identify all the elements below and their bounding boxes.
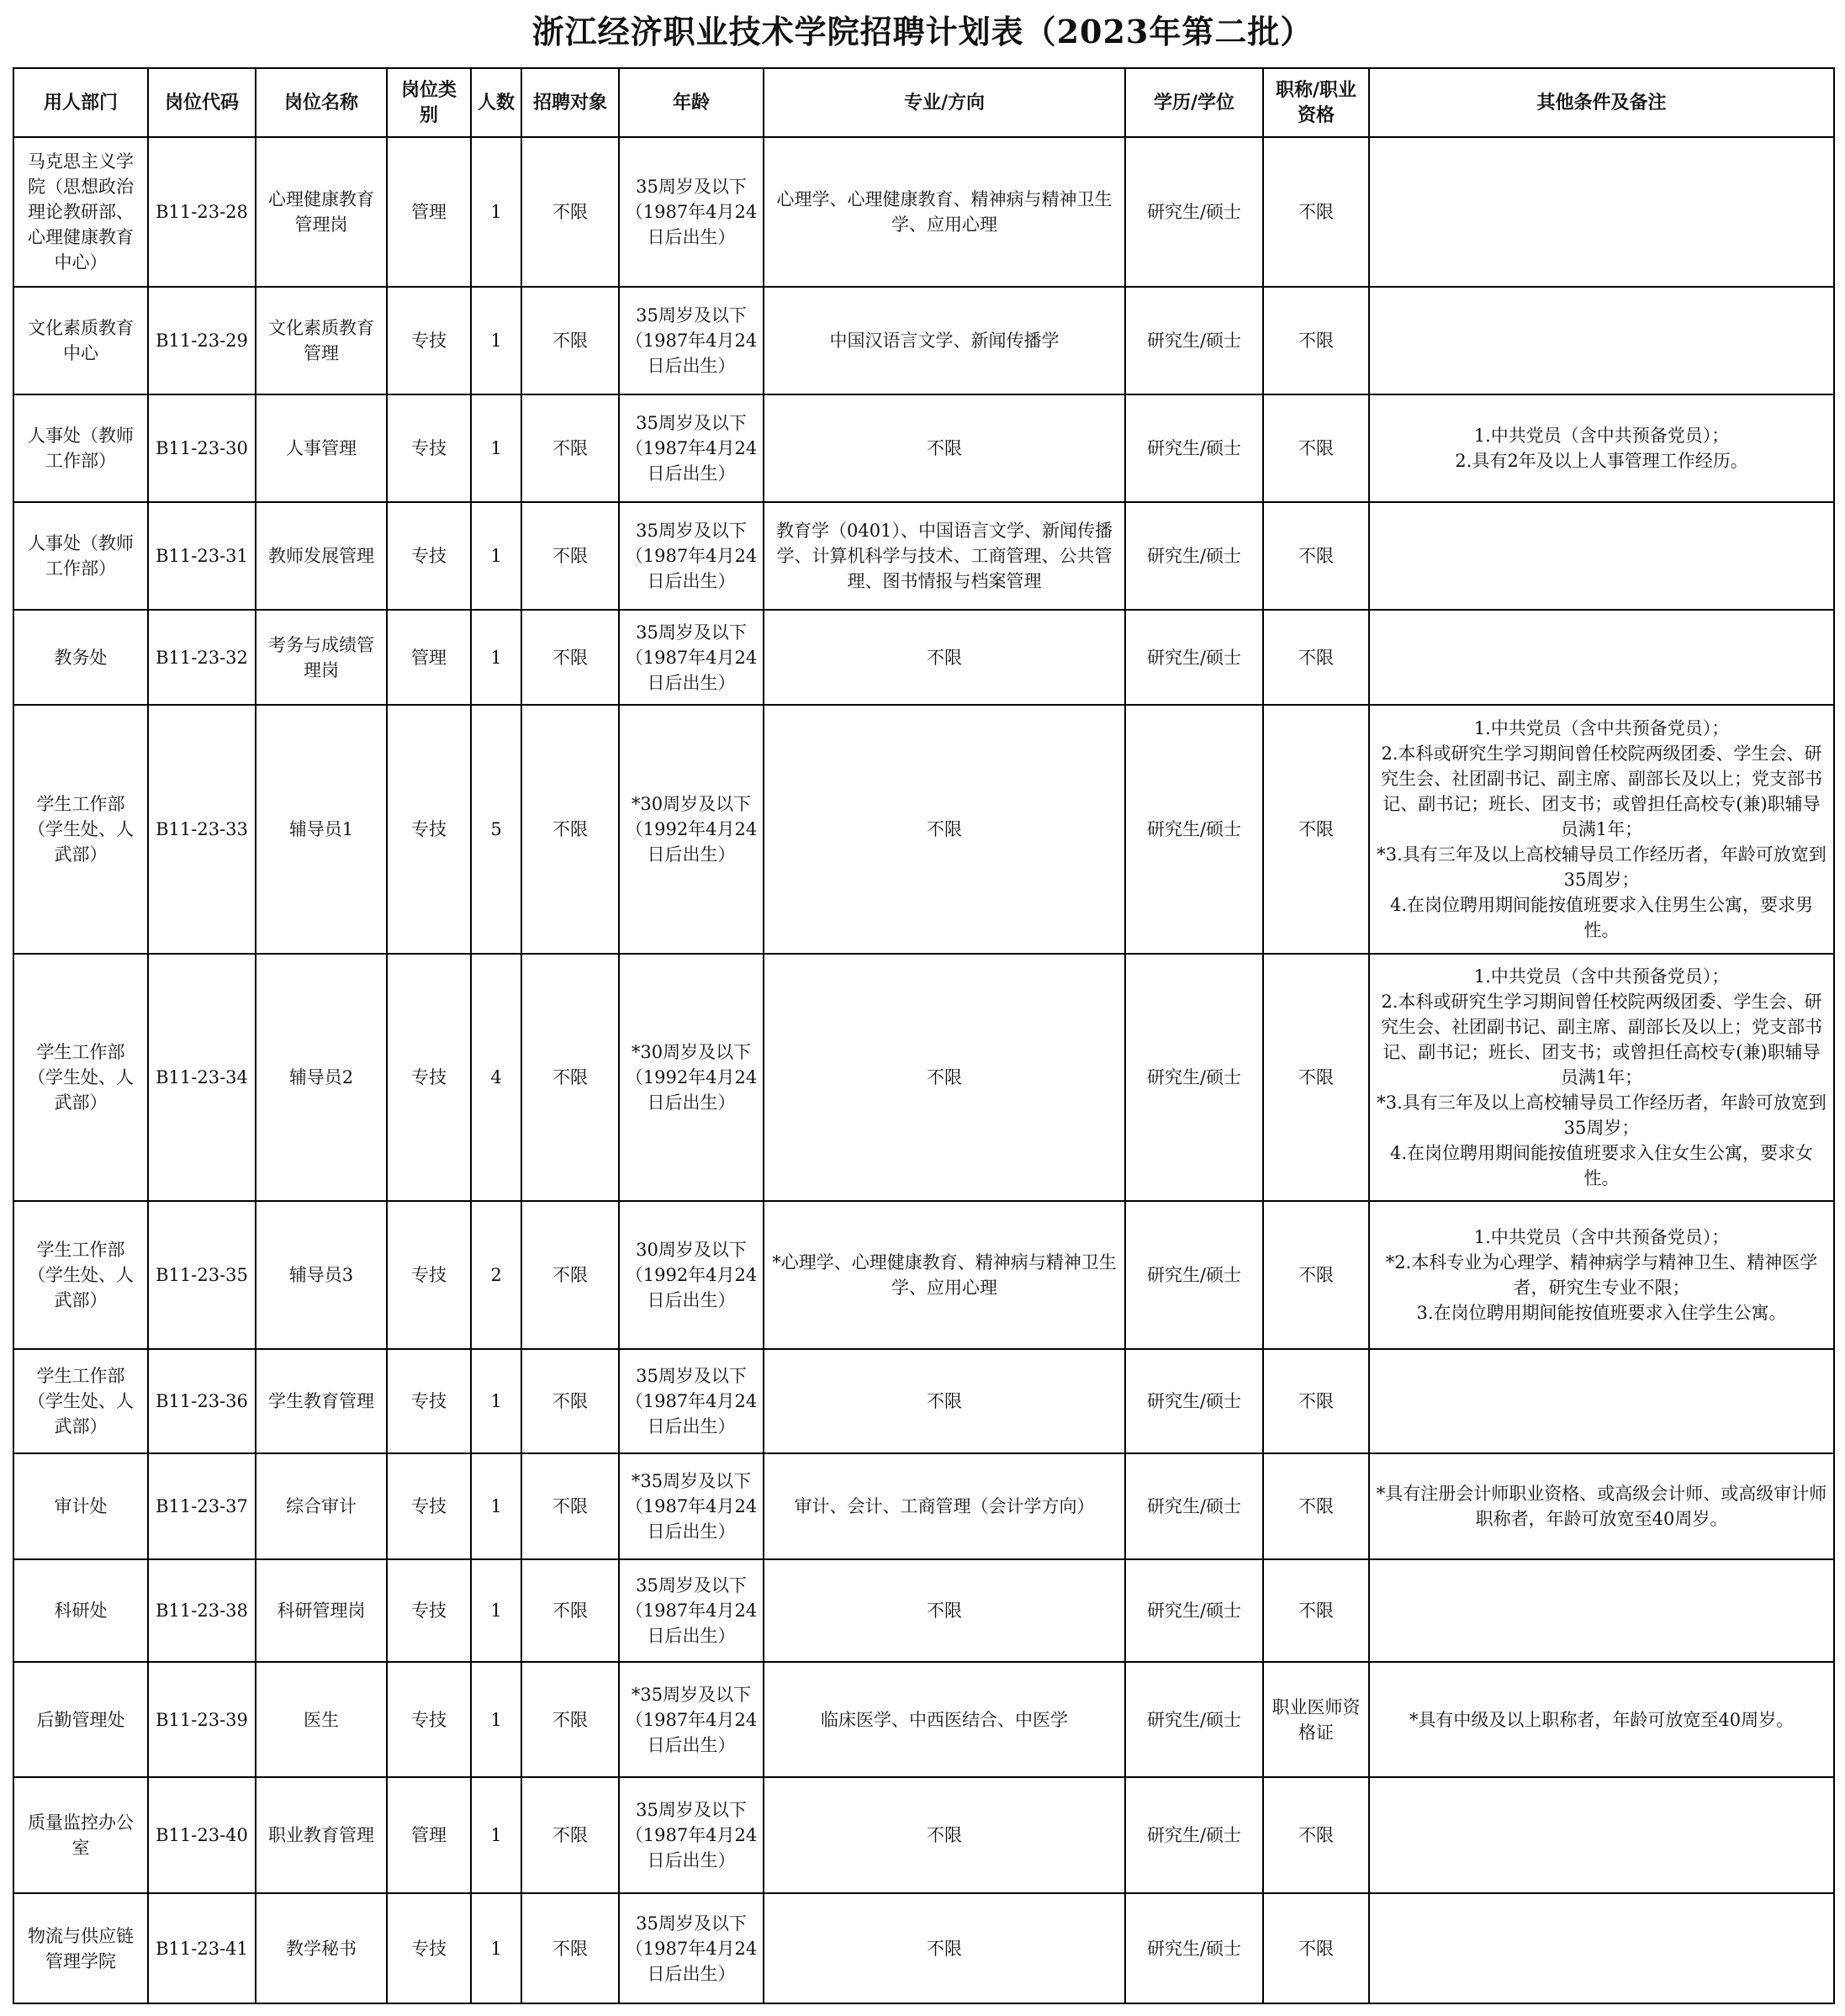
cell-code: B11-23-37 — [148, 1453, 256, 1559]
cell-type: 管理 — [387, 1777, 471, 1893]
cell-count: 1 — [471, 1349, 521, 1453]
cell-code: B11-23-41 — [148, 1893, 256, 2003]
cell-notes: 1.中共党员（含中共预备党员）； 2.具有2年及以上人事管理工作经历。 — [1369, 394, 1834, 502]
cell-name: 教师发展管理 — [256, 502, 387, 610]
cell-dept: 审计处 — [13, 1453, 148, 1559]
header-age: 年龄 — [619, 68, 764, 137]
cell-edu: 研究生/硕士 — [1125, 1453, 1263, 1559]
cell-major: 不限 — [764, 1349, 1125, 1453]
cell-dept: 学生工作部（学生处、人武部） — [13, 1349, 148, 1453]
header-name: 岗位名称 — [256, 68, 387, 137]
cell-type: 专技 — [387, 1559, 471, 1662]
cell-code: B11-23-40 — [148, 1777, 256, 1893]
cell-count: 1 — [471, 394, 521, 502]
cell-edu: 研究生/硕士 — [1125, 394, 1263, 502]
recruitment-table — [13, 67, 1835, 2004]
cell-age: *30周岁及以下（1992年4月24日后出生） — [619, 705, 764, 954]
cell-notes — [1369, 137, 1834, 287]
cell-target: 不限 — [521, 502, 619, 610]
cell-dept: 物流与供应链管理学院 — [13, 1893, 148, 2003]
cell-edu: 研究生/硕士 — [1125, 1893, 1263, 2003]
cell-type: 专技 — [387, 287, 471, 394]
cell-count: 1 — [471, 1453, 521, 1559]
cell-age: 30周岁及以下（1992年4月24日后出生） — [619, 1201, 764, 1349]
cell-dept: 人事处（教师工作部） — [13, 394, 148, 502]
cell-dept: 学生工作部（学生处、人武部） — [13, 705, 148, 954]
cell-notes — [1369, 1893, 1834, 2003]
cell-code: B11-23-29 — [148, 287, 256, 394]
cell-count: 1 — [471, 502, 521, 610]
cell-age: 35周岁及以下（1987年4月24日后出生） — [619, 394, 764, 502]
cell-qual: 职业医师资格证 — [1263, 1662, 1369, 1777]
cell-count: 1 — [471, 1893, 521, 2003]
cell-type: 专技 — [387, 1893, 471, 2003]
cell-target: 不限 — [521, 137, 619, 287]
cell-age: 35周岁及以下（1987年4月24日后出生） — [619, 610, 764, 705]
cell-code: B11-23-33 — [148, 705, 256, 954]
table-row — [13, 1662, 1834, 1777]
cell-count: 1 — [471, 1662, 521, 1777]
cell-major: 中国汉语言文学、新闻传播学 — [764, 287, 1125, 394]
cell-age: 35周岁及以下（1987年4月24日后出生） — [619, 1777, 764, 1893]
cell-type: 专技 — [387, 1201, 471, 1349]
table-row — [13, 502, 1834, 610]
cell-type: 专技 — [387, 394, 471, 502]
cell-target: 不限 — [521, 610, 619, 705]
cell-notes — [1369, 610, 1834, 705]
cell-edu: 研究生/硕士 — [1125, 1777, 1263, 1893]
cell-dept: 后勤管理处 — [13, 1662, 148, 1777]
cell-type: 管理 — [387, 137, 471, 287]
cell-major: 心理学、心理健康教育、精神病与精神卫生学、应用心理 — [764, 137, 1125, 287]
cell-target: 不限 — [521, 1662, 619, 1777]
cell-qual: 不限 — [1263, 287, 1369, 394]
cell-age: 35周岁及以下（1987年4月24日后出生） — [619, 1349, 764, 1453]
cell-major: 不限 — [764, 610, 1125, 705]
cell-qual: 不限 — [1263, 394, 1369, 502]
cell-type: 专技 — [387, 705, 471, 954]
table-row — [13, 1349, 1834, 1453]
header-code: 岗位代码 — [148, 68, 256, 137]
cell-count: 2 — [471, 1201, 521, 1349]
cell-code: B11-23-34 — [148, 954, 256, 1201]
cell-major: 不限 — [764, 1893, 1125, 2003]
table-row — [13, 705, 1834, 954]
table-row — [13, 610, 1834, 705]
cell-notes: 1.中共党员（含中共预备党员）； 2.本科或研究生学习期间曾任校院两级团委、学生会、研究生会、社团副书记、副主席、副部长及以上；党支部书记、副书记；班长、团支书；或曾担任高校专(兼)职辅导员满1年； *3.具有三年及以上高校辅导员工作经历者，年龄可放宽到35周岁； 4.在岗位聘用期间能按值班要求入住男生公寓，要求男性。 — [1369, 705, 1834, 954]
cell-edu: 研究生/硕士 — [1125, 1559, 1263, 1662]
table-row — [13, 287, 1834, 394]
cell-type: 管理 — [387, 610, 471, 705]
cell-dept: 马克思主义学院（思想政治理论教研部、心理健康教育中心） — [13, 137, 148, 287]
cell-age: 35周岁及以下（1987年4月24日后出生） — [619, 287, 764, 394]
cell-code: B11-23-30 — [148, 394, 256, 502]
cell-code: B11-23-35 — [148, 1201, 256, 1349]
cell-name: 考务与成绩管理岗 — [256, 610, 387, 705]
cell-count: 1 — [471, 610, 521, 705]
cell-target: 不限 — [521, 1777, 619, 1893]
table-row — [13, 954, 1834, 1201]
table-row — [13, 1893, 1834, 2003]
cell-qual: 不限 — [1263, 1349, 1369, 1453]
cell-qual: 不限 — [1263, 1777, 1369, 1893]
cell-edu: 研究生/硕士 — [1125, 1662, 1263, 1777]
cell-notes: *具有中级及以上职称者，年龄可放宽至40周岁。 — [1369, 1662, 1834, 1777]
cell-age: *35周岁及以下（1987年4月24日后出生） — [619, 1453, 764, 1559]
table-row — [13, 1559, 1834, 1662]
cell-notes — [1369, 1559, 1834, 1662]
cell-target: 不限 — [521, 394, 619, 502]
table-row — [13, 137, 1834, 287]
cell-qual: 不限 — [1263, 1201, 1369, 1349]
header-edu: 学历/学位 — [1125, 68, 1263, 137]
cell-qual: 不限 — [1263, 137, 1369, 287]
cell-qual: 不限 — [1263, 1453, 1369, 1559]
cell-edu: 研究生/硕士 — [1125, 954, 1263, 1201]
cell-age: *30周岁及以下（1992年4月24日后出生） — [619, 954, 764, 1201]
cell-target: 不限 — [521, 287, 619, 394]
header-target: 招聘对象 — [521, 68, 619, 137]
cell-major: 不限 — [764, 1559, 1125, 1662]
cell-count: 1 — [471, 137, 521, 287]
cell-type: 专技 — [387, 1453, 471, 1559]
cell-dept: 文化素质教育中心 — [13, 287, 148, 394]
cell-code: B11-23-28 — [148, 137, 256, 287]
cell-name: 医生 — [256, 1662, 387, 1777]
document-title: 浙江经济职业技术学院招聘计划表（2023年第二批） — [531, 13, 1314, 50]
cell-qual: 不限 — [1263, 954, 1369, 1201]
header-type: 岗位类别 — [387, 68, 471, 137]
cell-count: 1 — [471, 287, 521, 394]
cell-target: 不限 — [521, 1893, 619, 2003]
cell-age: 35周岁及以下（1987年4月24日后出生） — [619, 137, 764, 287]
cell-qual: 不限 — [1263, 705, 1369, 954]
cell-name: 职业教育管理 — [256, 1777, 387, 1893]
cell-major: 不限 — [764, 705, 1125, 954]
cell-type: 专技 — [387, 502, 471, 610]
cell-count: 4 — [471, 954, 521, 1201]
cell-major: 不限 — [764, 1777, 1125, 1893]
cell-name: 综合审计 — [256, 1453, 387, 1559]
cell-dept: 学生工作部（学生处、人武部） — [13, 954, 148, 1201]
cell-dept: 学生工作部（学生处、人武部） — [13, 1201, 148, 1349]
cell-edu: 研究生/硕士 — [1125, 287, 1263, 394]
cell-code: B11-23-38 — [148, 1559, 256, 1662]
cell-edu: 研究生/硕士 — [1125, 137, 1263, 287]
cell-edu: 研究生/硕士 — [1125, 610, 1263, 705]
cell-major: 临床医学、中西医结合、中医学 — [764, 1662, 1125, 1777]
cell-edu: 研究生/硕士 — [1125, 1201, 1263, 1349]
cell-code: B11-23-32 — [148, 610, 256, 705]
cell-target: 不限 — [521, 1201, 619, 1349]
cell-name: 教学秘书 — [256, 1893, 387, 2003]
cell-name: 文化素质教育管理 — [256, 287, 387, 394]
cell-count: 5 — [471, 705, 521, 954]
table-row — [13, 1777, 1834, 1893]
cell-major: 不限 — [764, 394, 1125, 502]
cell-major: 不限 — [764, 954, 1125, 1201]
cell-age: 35周岁及以下（1987年4月24日后出生） — [619, 502, 764, 610]
cell-age: 35周岁及以下（1987年4月24日后出生） — [619, 1893, 764, 2003]
cell-name: 辅导员2 — [256, 954, 387, 1201]
header-notes: 其他条件及备注 — [1369, 68, 1834, 137]
cell-edu: 研究生/硕士 — [1125, 705, 1263, 954]
header-qual: 职称/职业资格 — [1263, 68, 1369, 137]
cell-target: 不限 — [521, 705, 619, 954]
cell-target: 不限 — [521, 954, 619, 1201]
cell-edu: 研究生/硕士 — [1125, 1349, 1263, 1453]
cell-name: 辅导员1 — [256, 705, 387, 954]
table-row — [13, 394, 1834, 502]
header-dept: 用人部门 — [13, 68, 148, 137]
cell-name: 辅导员3 — [256, 1201, 387, 1349]
header-count: 人数 — [471, 68, 521, 137]
header-major: 专业/方向 — [764, 68, 1125, 137]
cell-target: 不限 — [521, 1349, 619, 1453]
cell-notes — [1369, 502, 1834, 610]
cell-major: 教育学（0401）、中国语言文学、新闻传播学、计算机科学与技术、工商管理、公共管理、图书情报与档案管理 — [764, 502, 1125, 610]
cell-type: 专技 — [387, 1349, 471, 1453]
cell-qual: 不限 — [1263, 1559, 1369, 1662]
cell-edu: 研究生/硕士 — [1125, 502, 1263, 610]
cell-name: 人事管理 — [256, 394, 387, 502]
header-row — [13, 68, 1834, 137]
cell-dept: 科研处 — [13, 1559, 148, 1662]
cell-dept: 人事处（教师工作部） — [13, 502, 148, 610]
cell-age: *35周岁及以下（1987年4月24日后出生） — [619, 1662, 764, 1777]
cell-qual: 不限 — [1263, 502, 1369, 610]
cell-major: 审计、会计、工商管理（会计学方向） — [764, 1453, 1125, 1559]
cell-notes: 1.中共党员（含中共预备党员）； *2.本科专业为心理学、精神病学与精神卫生、精神医学者，研究生专业不限； 3.在岗位聘用期间能按值班要求入住学生公寓。 — [1369, 1201, 1834, 1349]
cell-code: B11-23-39 — [148, 1662, 256, 1777]
cell-name: 科研管理岗 — [256, 1559, 387, 1662]
cell-type: 专技 — [387, 954, 471, 1201]
cell-count: 1 — [471, 1777, 521, 1893]
cell-major: *心理学、心理健康教育、精神病与精神卫生学、应用心理 — [764, 1201, 1125, 1349]
cell-target: 不限 — [521, 1453, 619, 1559]
cell-notes: *具有注册会计师职业资格、或高级会计师、或高级审计师职称者，年龄可放宽至40周岁。 — [1369, 1453, 1834, 1559]
cell-name: 学生教育管理 — [256, 1349, 387, 1453]
cell-count: 1 — [471, 1559, 521, 1662]
cell-type: 专技 — [387, 1662, 471, 1777]
cell-notes — [1369, 1777, 1834, 1893]
table-row — [13, 1453, 1834, 1559]
cell-code: B11-23-36 — [148, 1349, 256, 1453]
cell-target: 不限 — [521, 1559, 619, 1662]
cell-notes — [1369, 287, 1834, 394]
cell-dept: 质量监控办公室 — [13, 1777, 148, 1893]
table-row — [13, 1201, 1834, 1349]
cell-qual: 不限 — [1263, 610, 1369, 705]
cell-dept: 教务处 — [13, 610, 148, 705]
cell-code: B11-23-31 — [148, 502, 256, 610]
cell-name: 心理健康教育管理岗 — [256, 137, 387, 287]
cell-notes: 1.中共党员（含中共预备党员）； 2.本科或研究生学习期间曾任校院两级团委、学生会、研究生会、社团副书记、副主席、副部长及以上；党支部书记、副书记；班长、团支书；或曾担任高校专(兼)职辅导员满1年； *3.具有三年及以上高校辅导员工作经历者，年龄可放宽到35周岁； 4.在岗位聘用期间能按值班要求入住女生公寓，要求女性。 — [1369, 954, 1834, 1201]
cell-age: 35周岁及以下（1987年4月24日后出生） — [619, 1559, 764, 1662]
cell-qual: 不限 — [1263, 1893, 1369, 2003]
cell-notes — [1369, 1349, 1834, 1453]
